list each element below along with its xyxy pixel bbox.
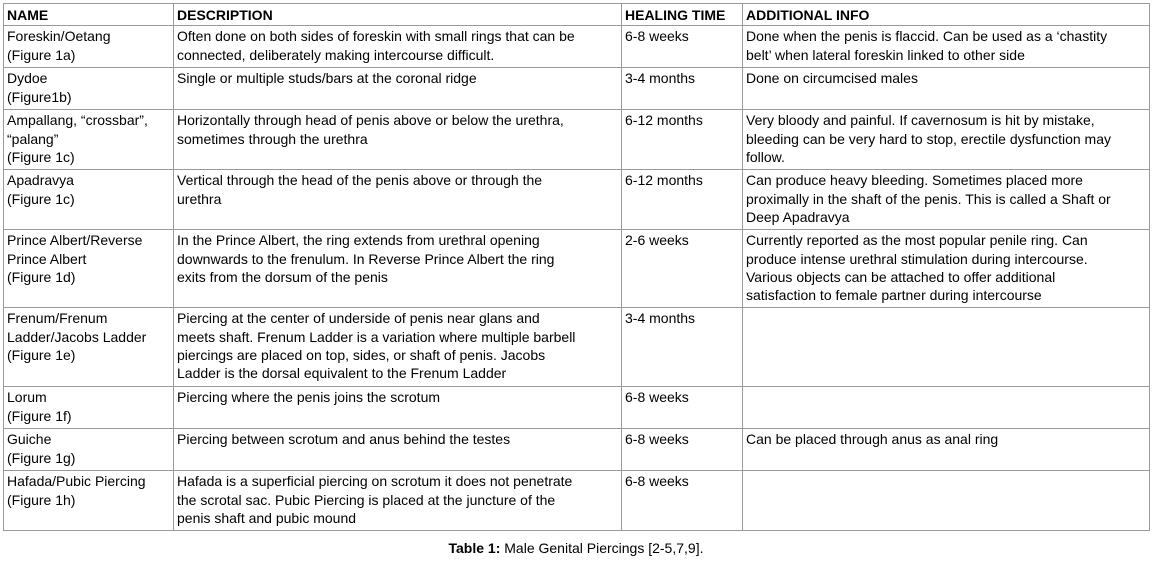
- cell-healing-time-line: 6-12 months: [625, 172, 703, 189]
- table-row: [4, 387, 1150, 429]
- cell-description-line: Vertical through the head of the penis above or through the: [177, 172, 543, 189]
- table-row: [4, 471, 1150, 531]
- table-row: [4, 230, 1150, 308]
- cell-healing-time-line: 6-8 weeks: [625, 28, 689, 45]
- cell-description-line: Single or multiple studs/bars at the coronal ridge: [177, 70, 477, 87]
- cell-additional-info-line: proximally in the shaft of the penis. This is called a Shaft or: [746, 190, 1111, 207]
- cell-description-line: piercings are placed on top, sides, or shaft of penis. Jacobs: [177, 346, 546, 363]
- table-row: [4, 26, 1150, 68]
- cell-healing-time-line: 6-8 weeks: [625, 431, 689, 448]
- cell-healing-time: [622, 26, 743, 68]
- cell-name-line: (Figure 1c): [7, 190, 75, 207]
- caption-label: Table 1:: [448, 540, 501, 556]
- table-row: [4, 308, 1150, 387]
- cell-name-line: “palang”: [7, 130, 59, 147]
- cell-additional-info-line: belt’ when lateral foreskin linked to other side: [746, 46, 1025, 63]
- cell-name-line: Ladder/Jacobs Ladder: [7, 328, 147, 345]
- cell-description-line: Piercing where the penis joins the scrotum: [177, 389, 441, 406]
- cell-healing-time-line: 2-6 weeks: [625, 232, 689, 249]
- cell-additional-info-line: follow.: [746, 148, 785, 165]
- cell-name-line: (Figure1b): [7, 88, 72, 105]
- cell-name-line: (Figure 1g): [7, 449, 76, 466]
- header-name: NAME: [4, 4, 174, 26]
- cell-description-line: urethra: [177, 190, 222, 207]
- cell-name-line: Prince Albert: [7, 250, 87, 267]
- cell-name: [4, 230, 174, 308]
- cell-name-line: (Figure 1a): [7, 46, 76, 63]
- cell-additional-info-line: bleeding can be very hard to stop, erectile dysfunction may: [746, 130, 1111, 147]
- cell-additional-info-line: Done when the penis is flaccid. Can be used as a ‘chastity: [746, 28, 1108, 45]
- cell-name: [4, 68, 174, 110]
- cell-name-line: Foreskin/Oetang: [7, 28, 111, 45]
- piercings-table: [3, 3, 1150, 531]
- cell-healing-time: [622, 387, 743, 429]
- cell-name: [4, 471, 174, 531]
- cell-healing-time-line: 6-8 weeks: [625, 389, 689, 406]
- cell-additional-info-line: Can produce heavy bleeding. Sometimes placed more: [746, 172, 1083, 189]
- cell-healing-time-line: 6-8 weeks: [625, 473, 689, 490]
- cell-healing-time: [622, 68, 743, 110]
- cell-description-line: In the Prince Albert, the ring extends from urethral opening: [177, 232, 540, 249]
- cell-additional-info-line: Done on circumcised males: [746, 70, 918, 87]
- cell-additional-info-line: Deep Apadravya: [746, 208, 850, 225]
- cell-healing-time-line: 6-12 months: [625, 112, 703, 129]
- cell-additional-info-line: Can be placed through anus as anal ring: [746, 431, 999, 448]
- cell-name-line: (Figure 1f): [7, 407, 72, 424]
- cell-description-line: Ladder is the dorsal equivalent to the Frenum Ladder: [177, 365, 507, 382]
- cell-additional-info-line: satisfaction to female partner during intercourse: [746, 287, 1042, 304]
- cell-description-line: penis shaft and pubic mound: [177, 509, 357, 526]
- cell-description-line: the scrotal sac. Pubic Piercing is placed at the juncture of the: [177, 491, 556, 508]
- cell-name-line: (Figure 1e): [7, 346, 76, 363]
- cell-description-line: meets shaft. Frenum Ladder is a variation where multiple barbell: [177, 328, 576, 345]
- cell-additional-info: [743, 308, 1150, 387]
- cell-healing-time-line: 3-4 months: [625, 70, 696, 87]
- cell-description: [174, 429, 622, 471]
- cell-name: [4, 308, 174, 387]
- cell-healing-time: [622, 308, 743, 387]
- cell-description-line: exits from the dorsum of the penis: [177, 268, 388, 285]
- cell-description: [174, 308, 622, 387]
- cell-additional-info-line: Various objects can be attached to offer additional: [746, 268, 1056, 285]
- cell-additional-info-line: produce intense urethral stimulation during intercourse.: [746, 250, 1088, 267]
- cell-additional-info: [743, 230, 1150, 308]
- cell-name-line: (Figure 1c): [7, 148, 75, 165]
- table-header-row: [4, 4, 1150, 26]
- cell-name-line: Frenum/Frenum: [7, 310, 108, 327]
- cell-name-line: (Figure 1h): [7, 491, 76, 508]
- cell-name: [4, 170, 174, 230]
- cell-additional-info: [743, 471, 1150, 531]
- cell-description-line: connected, deliberately making intercourse difficult.: [177, 46, 495, 63]
- cell-description: [174, 170, 622, 230]
- cell-description: [174, 68, 622, 110]
- cell-name: [4, 387, 174, 429]
- table-row: [4, 429, 1150, 471]
- header-healing-time: HEALING TIME: [622, 4, 743, 26]
- cell-description: [174, 471, 622, 531]
- cell-additional-info-line: Currently reported as the most popular penile ring. Can: [746, 232, 1088, 249]
- cell-name-line: Ampallang, “crossbar”,: [7, 112, 148, 129]
- caption-text: Male Genital Piercings [2-5,7,9].: [500, 540, 704, 556]
- cell-name-line: Guiche: [7, 431, 52, 448]
- cell-description: [174, 230, 622, 308]
- cell-name-line: Lorum: [7, 389, 47, 406]
- table-caption: [0, 540, 1152, 556]
- table-row: [4, 110, 1150, 170]
- cell-description: [174, 26, 622, 68]
- cell-additional-info: [743, 170, 1150, 230]
- cell-healing-time: [622, 110, 743, 170]
- cell-name: [4, 110, 174, 170]
- cell-additional-info-line: Very bloody and painful. If cavernosum is hit by mistake,: [746, 112, 1095, 129]
- cell-healing-time: [622, 230, 743, 308]
- table-row: [4, 68, 1150, 110]
- cell-healing-time: [622, 170, 743, 230]
- cell-name-line: Hafada/Pubic Piercing: [7, 473, 146, 490]
- table-row: [4, 170, 1150, 230]
- cell-additional-info: [743, 68, 1150, 110]
- cell-additional-info: [743, 429, 1150, 471]
- cell-additional-info: [743, 110, 1150, 170]
- header-description: DESCRIPTION: [174, 4, 622, 26]
- cell-name-line: Dydoe: [7, 70, 48, 87]
- cell-description: [174, 110, 622, 170]
- cell-description-line: Horizontally through head of penis above or below the urethra,: [177, 112, 564, 129]
- cell-name: [4, 26, 174, 68]
- cell-description-line: Often done on both sides of foreskin with small rings that can be: [177, 28, 575, 45]
- cell-healing-time: [622, 471, 743, 531]
- cell-description-line: Hafada is a superficial piercing on scrotum it does not penetrate: [177, 473, 573, 490]
- cell-name: [4, 429, 174, 471]
- cell-healing-time-line: 3-4 months: [625, 310, 696, 327]
- cell-description-line: Piercing at the center of underside of penis near glans and: [177, 310, 540, 327]
- cell-additional-info: [743, 387, 1150, 429]
- cell-description: [174, 387, 622, 429]
- cell-description-line: sometimes through the urethra: [177, 130, 368, 147]
- cell-name-line: Apadravya: [7, 172, 74, 189]
- header-additional-info: ADDITIONAL INFO: [743, 4, 1150, 26]
- cell-name-line: (Figure 1d): [7, 268, 76, 285]
- cell-additional-info: [743, 26, 1150, 68]
- cell-description-line: downwards to the frenulum. In Reverse Prince Albert the ring: [177, 250, 555, 267]
- cell-name-line: Prince Albert/Reverse: [7, 232, 143, 249]
- cell-description-line: Piercing between scrotum and anus behind the testes: [177, 431, 511, 448]
- cell-healing-time: [622, 429, 743, 471]
